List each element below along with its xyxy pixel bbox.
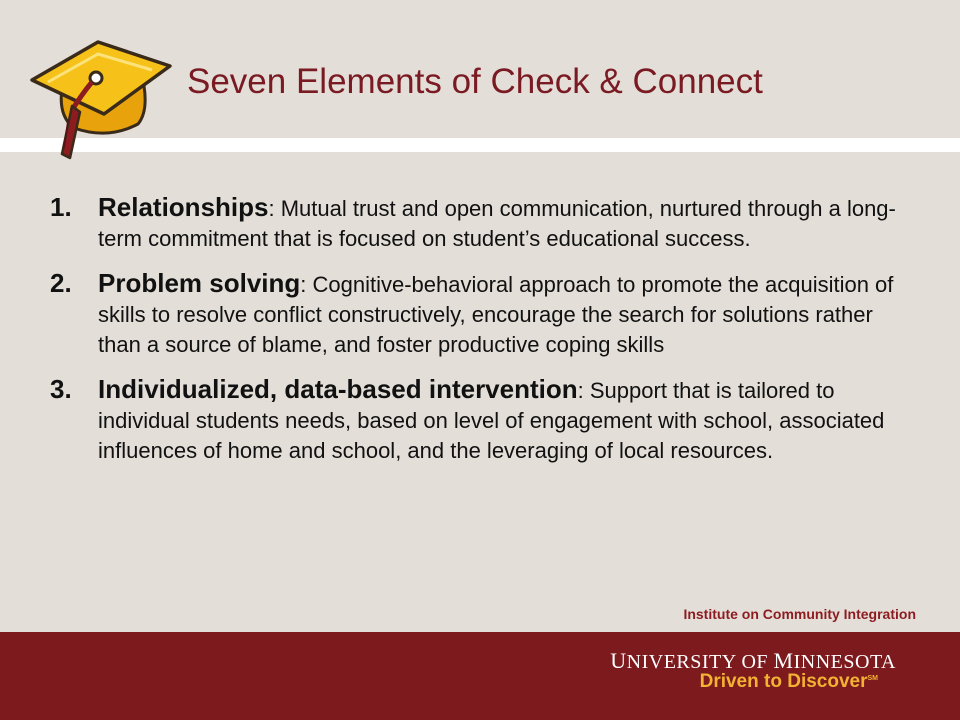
wordmark-m: M xyxy=(773,648,794,673)
item-number: 2. xyxy=(50,268,72,298)
item-text xyxy=(98,268,910,360)
item-term: Individualized, data-based intervention xyxy=(98,374,578,404)
item-description: Support that is tailored to individual students needs, based on level of engagement with school, associated influences of home and school, and the leveraging of local resources. xyxy=(98,378,885,463)
item-number: 3. xyxy=(50,374,72,404)
service-mark: SM xyxy=(867,675,878,682)
list-item xyxy=(50,374,910,466)
list-item xyxy=(50,268,910,360)
item-term: Problem solving xyxy=(98,268,301,298)
item-separator: : xyxy=(577,378,590,403)
item-description: Cognitive-behavioral approach to promote the acquisition of skills to resolve conflict constructively, encourage the search for solutions rather than a source of blame, and foster productive coping skills xyxy=(98,272,894,357)
university-tagline xyxy=(700,671,878,693)
item-description: Mutual trust and open communication, nurtured through a long-term commitment that is focused on student’s educational success. xyxy=(98,196,896,251)
slide-title: Seven Elements of Check & Connect xyxy=(187,62,763,101)
list-item xyxy=(50,192,910,254)
item-separator: : xyxy=(268,196,281,221)
item-term: Relationships xyxy=(98,192,269,222)
wordmark-u: U xyxy=(610,648,627,673)
graduation-cap-icon xyxy=(28,36,178,161)
item-text xyxy=(98,192,910,254)
elements-list xyxy=(50,192,910,480)
wordmark-rest-1: NIVERSITY OF xyxy=(626,651,774,673)
item-number: 1. xyxy=(50,192,72,222)
institute-label: Institute on Community Integration xyxy=(683,606,916,622)
wordmark-rest-2: INNESOTA xyxy=(793,651,896,673)
tagline-text: Driven to Discover xyxy=(699,671,868,692)
item-text xyxy=(98,374,910,466)
item-separator: : xyxy=(300,272,313,297)
